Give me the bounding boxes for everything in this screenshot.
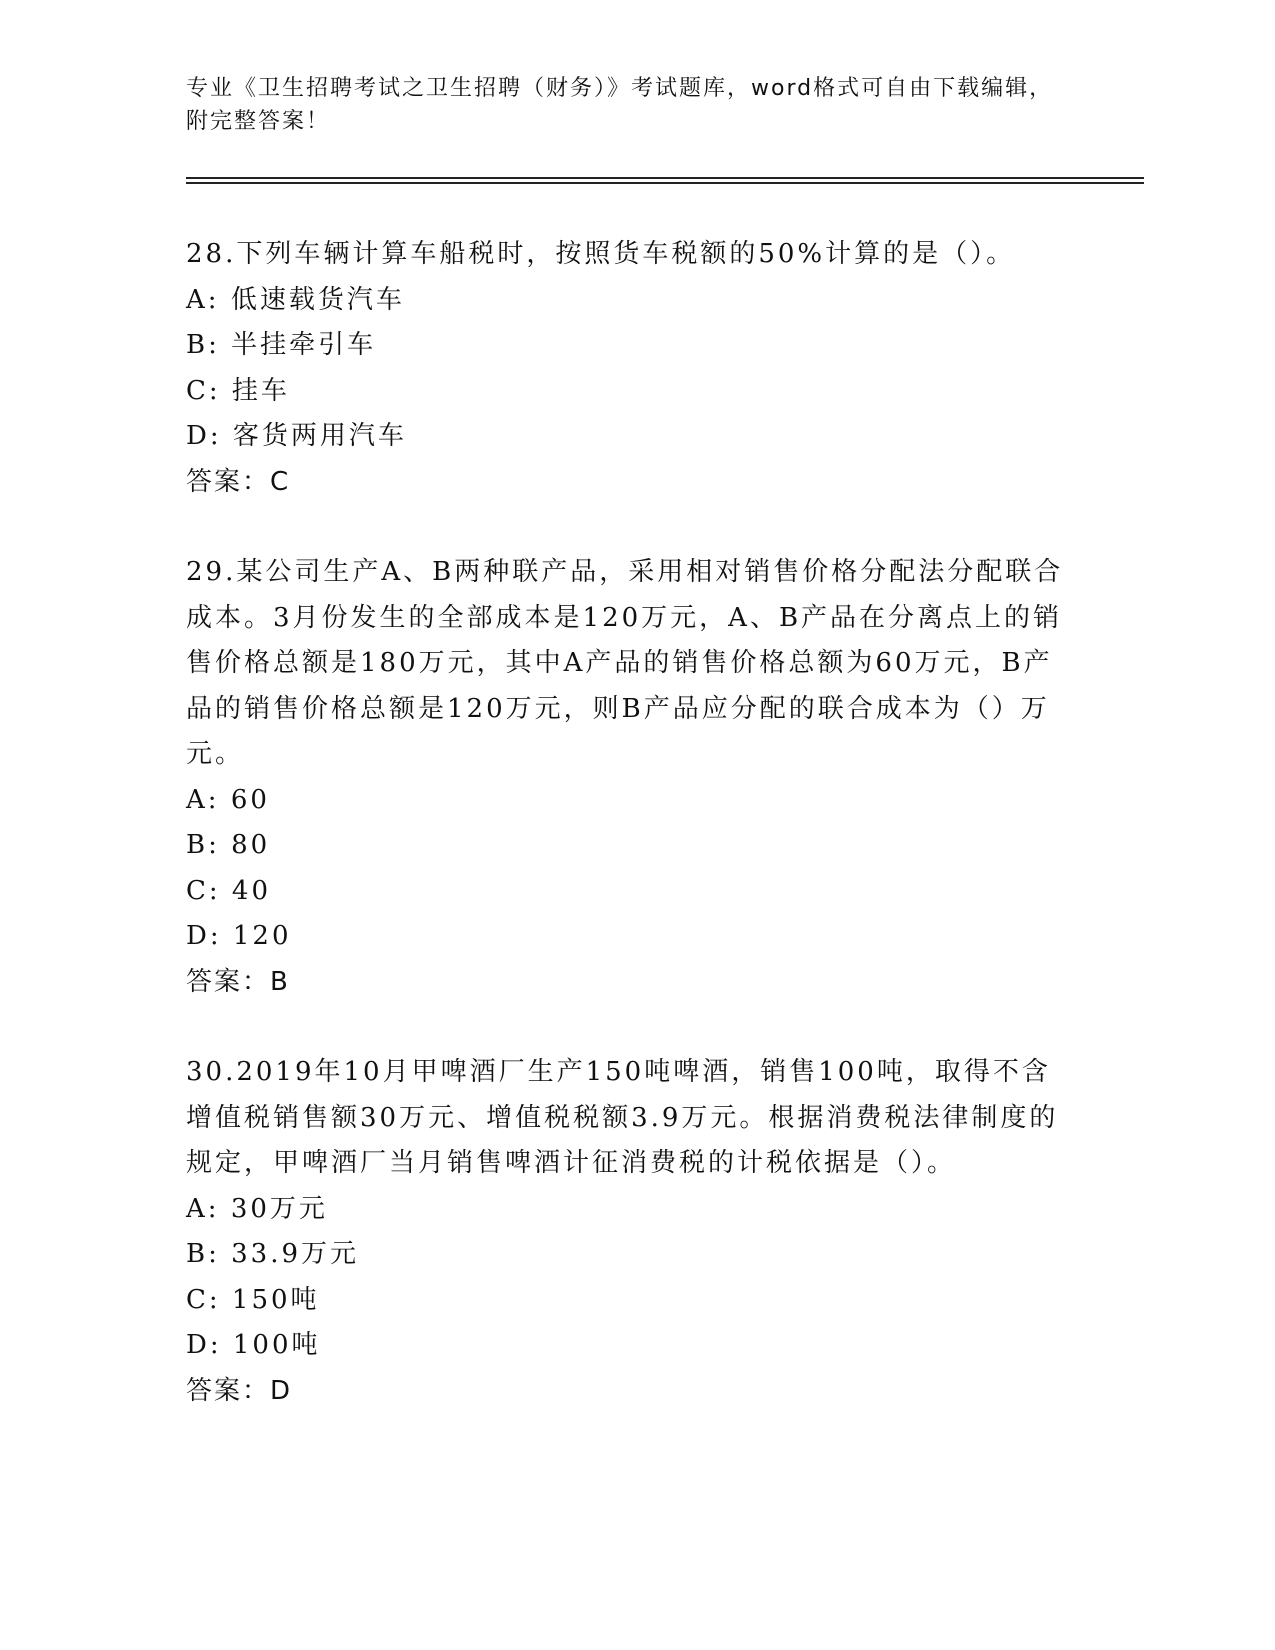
answer-line: 答案：D: [186, 1375, 293, 1406]
option-text: 80: [231, 830, 271, 860]
option-text: 120: [232, 921, 292, 951]
option-label: A:: [186, 284, 220, 315]
option-b: [186, 323, 1066, 369]
option-b: [186, 823, 1066, 869]
header-divider-top: [186, 177, 1144, 179]
option-label: C:: [186, 375, 221, 406]
option-text: 33.9万元: [231, 1239, 360, 1269]
option-c: [186, 369, 1066, 415]
option-d: [186, 914, 1066, 960]
option-a: [186, 778, 1066, 824]
option-text: 30万元: [230, 1193, 328, 1224]
question-30: [186, 1050, 1066, 1414]
question-28: [186, 232, 1066, 505]
answer-line: 答案：B: [186, 966, 290, 997]
option-text: 60: [230, 784, 270, 815]
option-c: [186, 869, 1066, 915]
document-header: 专业《卫生招聘考试之卫生招聘（财务）》考试题库，word格式可自由下载编辑，附完整答案！: [186, 76, 1054, 134]
option-label: D:: [186, 1330, 222, 1360]
option-d: [186, 1323, 1066, 1369]
option-a: [186, 278, 1066, 324]
option-label: C:: [186, 1284, 221, 1315]
option-text: 150吨: [231, 1284, 320, 1315]
answer-line: 答案：C: [186, 466, 291, 497]
option-label: B:: [186, 830, 220, 860]
option-a: [186, 1187, 1066, 1233]
option-text: 半挂牵引车: [231, 330, 377, 360]
option-b: [186, 1232, 1066, 1278]
option-label: A:: [186, 1193, 220, 1224]
option-c: [186, 1278, 1066, 1324]
option-text: 客货两用汽车: [232, 421, 407, 451]
option-label: A:: [186, 784, 220, 815]
option-label: B:: [186, 1239, 220, 1269]
option-label: B:: [186, 330, 220, 360]
option-text: 低速载货汽车: [230, 284, 405, 315]
option-text: 挂车: [231, 375, 290, 406]
option-text: 100吨: [232, 1330, 321, 1360]
option-d: [186, 414, 1066, 460]
question-text: 28.下列车辆计算车船税时，按照货车税额的50%计算的是（）。: [186, 239, 1016, 269]
option-label: C:: [186, 875, 221, 906]
header-divider-bottom: [186, 182, 1144, 184]
question-text: 30.2019年10月甲啤酒厂生产150吨啤酒，销售100吨，取得不含增值税销售额30万元、增值税税额3.9万元。根据消费税法律制度的规定，甲啤酒厂当月销售啤酒计征消费税的计税依据是（）。: [186, 1057, 1059, 1178]
option-label: D:: [186, 421, 222, 451]
option-text: 40: [231, 875, 272, 906]
option-label: D:: [186, 921, 222, 951]
question-29: [186, 550, 1066, 1005]
question-text: 29.某公司生产A、B两种联产品，采用相对销售价格分配法分配联合成本。3月份发生的全部成本是120万元，A、B产品在分离点上的销售价格总额是180万元，其中A产品的销售价格总额为60万元，B产品的销售价格总额是120万元，则B产品应分配的联合成本为（）万元。: [186, 557, 1064, 769]
